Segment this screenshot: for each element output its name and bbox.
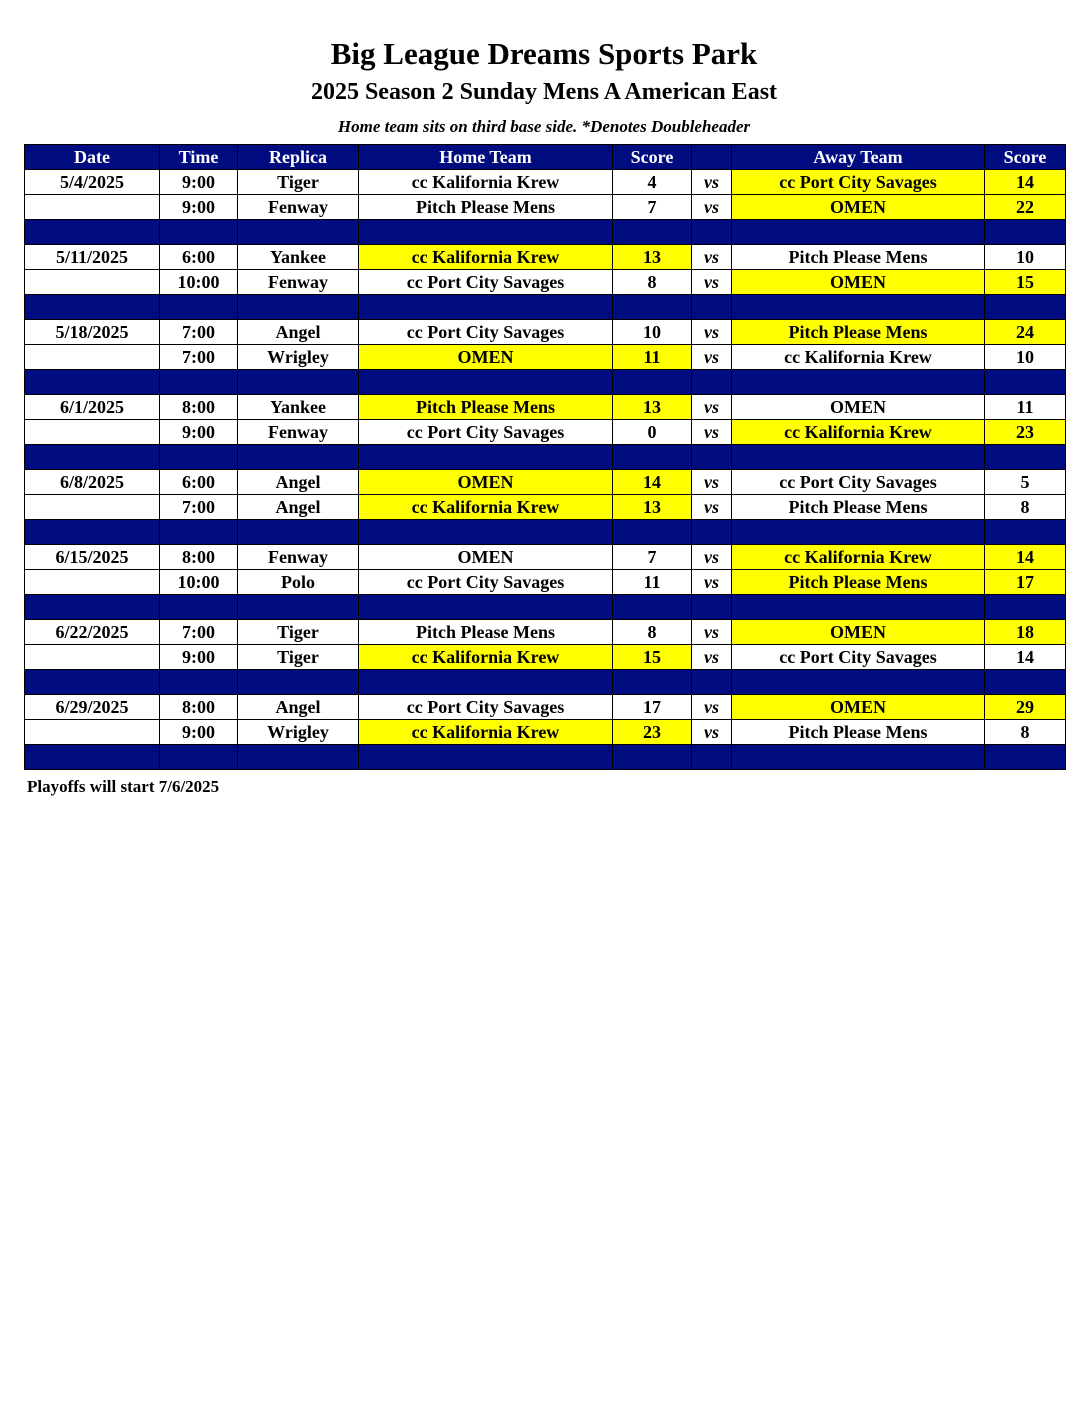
separator-cell	[613, 520, 692, 545]
separator-cell	[238, 370, 359, 395]
separator-cell	[238, 745, 359, 770]
game-time: 7:00	[160, 345, 238, 370]
column-header-time: Time	[160, 145, 238, 170]
away-score: 22	[985, 195, 1066, 220]
separator-cell	[692, 295, 732, 320]
game-field: Tiger	[238, 620, 359, 645]
vs-label: vs	[692, 345, 732, 370]
separator-cell	[692, 520, 732, 545]
game-time: 9:00	[160, 645, 238, 670]
home-team: cc Kalifornia Krew	[359, 170, 613, 195]
game-row	[25, 245, 1066, 270]
separator-cell	[732, 670, 985, 695]
game-time: 10:00	[160, 270, 238, 295]
away-score: 8	[985, 495, 1066, 520]
game-date	[25, 270, 160, 295]
game-time: 7:00	[160, 320, 238, 345]
game-row	[25, 495, 1066, 520]
home-score: 8	[613, 620, 692, 645]
game-row	[25, 720, 1066, 745]
away-score: 29	[985, 695, 1066, 720]
away-score: 24	[985, 320, 1066, 345]
separator-cell	[359, 670, 613, 695]
away-score: 17	[985, 570, 1066, 595]
vs-label: vs	[692, 170, 732, 195]
game-field: Wrigley	[238, 720, 359, 745]
column-header-away-team: Away Team	[732, 145, 985, 170]
away-score: 14	[985, 170, 1066, 195]
home-score: 14	[613, 470, 692, 495]
home-team: cc Port City Savages	[359, 570, 613, 595]
game-time: 10:00	[160, 570, 238, 595]
separator-cell	[613, 295, 692, 320]
away-team: Pitch Please Mens	[732, 495, 985, 520]
away-score: 14	[985, 645, 1066, 670]
separator-cell	[25, 445, 160, 470]
schedule-body	[25, 170, 1066, 770]
separator-cell	[238, 595, 359, 620]
vs-label: vs	[692, 570, 732, 595]
game-row	[25, 545, 1066, 570]
game-date	[25, 720, 160, 745]
game-row	[25, 170, 1066, 195]
home-team: cc Kalifornia Krew	[359, 720, 613, 745]
home-team: cc Port City Savages	[359, 270, 613, 295]
game-time: 8:00	[160, 695, 238, 720]
game-field: Angel	[238, 695, 359, 720]
game-date: 6/1/2025	[25, 395, 160, 420]
separator-cell	[160, 370, 238, 395]
away-score: 8	[985, 720, 1066, 745]
home-team: cc Port City Savages	[359, 420, 613, 445]
game-date	[25, 345, 160, 370]
separator-cell	[732, 445, 985, 470]
schedule-table	[24, 144, 1066, 770]
week-separator-row	[25, 520, 1066, 545]
home-score: 0	[613, 420, 692, 445]
home-score: 7	[613, 195, 692, 220]
game-row	[25, 270, 1066, 295]
home-team: Pitch Please Mens	[359, 195, 613, 220]
separator-cell	[985, 220, 1066, 245]
game-row	[25, 320, 1066, 345]
table-header-row	[25, 145, 1066, 170]
separator-cell	[985, 445, 1066, 470]
separator-cell	[160, 220, 238, 245]
week-separator-row	[25, 595, 1066, 620]
separator-cell	[160, 595, 238, 620]
away-score: 5	[985, 470, 1066, 495]
home-team: Pitch Please Mens	[359, 395, 613, 420]
game-time: 9:00	[160, 420, 238, 445]
separator-cell	[732, 745, 985, 770]
separator-cell	[25, 370, 160, 395]
game-date: 5/11/2025	[25, 245, 160, 270]
away-team: OMEN	[732, 195, 985, 220]
separator-cell	[692, 670, 732, 695]
game-row	[25, 470, 1066, 495]
home-score: 4	[613, 170, 692, 195]
separator-cell	[238, 295, 359, 320]
game-field: Yankee	[238, 245, 359, 270]
separator-cell	[359, 295, 613, 320]
vs-label: vs	[692, 545, 732, 570]
separator-cell	[692, 370, 732, 395]
vs-label: vs	[692, 320, 732, 345]
separator-cell	[613, 445, 692, 470]
away-score: 11	[985, 395, 1066, 420]
home-score: 13	[613, 495, 692, 520]
game-date	[25, 420, 160, 445]
game-date: 6/22/2025	[25, 620, 160, 645]
away-score: 15	[985, 270, 1066, 295]
separator-cell	[985, 595, 1066, 620]
game-field: Yankee	[238, 395, 359, 420]
game-row	[25, 345, 1066, 370]
week-separator-row	[25, 220, 1066, 245]
game-time: 7:00	[160, 495, 238, 520]
separator-cell	[985, 370, 1066, 395]
away-score: 10	[985, 345, 1066, 370]
column-header-home-team: Home Team	[359, 145, 613, 170]
home-score: 11	[613, 345, 692, 370]
home-score: 13	[613, 245, 692, 270]
week-separator-row	[25, 670, 1066, 695]
away-team: Pitch Please Mens	[732, 570, 985, 595]
game-time: 6:00	[160, 245, 238, 270]
separator-cell	[985, 295, 1066, 320]
separator-cell	[359, 220, 613, 245]
separator-cell	[238, 220, 359, 245]
game-time: 9:00	[160, 720, 238, 745]
game-time: 8:00	[160, 545, 238, 570]
game-date: 6/8/2025	[25, 470, 160, 495]
away-team: Pitch Please Mens	[732, 245, 985, 270]
away-team: cc Kalifornia Krew	[732, 545, 985, 570]
home-score: 13	[613, 395, 692, 420]
game-row	[25, 645, 1066, 670]
separator-cell	[25, 595, 160, 620]
separator-cell	[160, 670, 238, 695]
week-separator-row	[25, 445, 1066, 470]
home-score: 15	[613, 645, 692, 670]
home-score: 10	[613, 320, 692, 345]
separator-cell	[732, 520, 985, 545]
vs-label: vs	[692, 195, 732, 220]
week-separator-row	[25, 370, 1066, 395]
vs-label: vs	[692, 420, 732, 445]
game-date: 5/18/2025	[25, 320, 160, 345]
separator-cell	[613, 370, 692, 395]
week-separator-row	[25, 295, 1066, 320]
game-field: Angel	[238, 495, 359, 520]
page-title: Big League Dreams Sports Park	[330, 36, 758, 71]
vs-label: vs	[692, 495, 732, 520]
game-field: Polo	[238, 570, 359, 595]
separator-cell	[25, 220, 160, 245]
game-field: Wrigley	[238, 345, 359, 370]
vs-label: vs	[692, 720, 732, 745]
away-team: cc Port City Savages	[732, 470, 985, 495]
game-time: 9:00	[160, 195, 238, 220]
home-score: 8	[613, 270, 692, 295]
separator-cell	[359, 595, 613, 620]
home-team: OMEN	[359, 345, 613, 370]
column-header-replica: Replica	[238, 145, 359, 170]
game-field: Angel	[238, 470, 359, 495]
game-field: Tiger	[238, 645, 359, 670]
home-team: OMEN	[359, 470, 613, 495]
away-score: 14	[985, 545, 1066, 570]
away-score: 23	[985, 420, 1066, 445]
separator-cell	[359, 370, 613, 395]
home-team: cc Kalifornia Krew	[359, 645, 613, 670]
separator-cell	[160, 295, 238, 320]
away-team: cc Port City Savages	[732, 645, 985, 670]
home-score: 7	[613, 545, 692, 570]
away-team: cc Port City Savages	[732, 170, 985, 195]
game-date	[25, 570, 160, 595]
home-score: 11	[613, 570, 692, 595]
away-score: 18	[985, 620, 1066, 645]
separator-cell	[985, 745, 1066, 770]
vs-label: vs	[692, 270, 732, 295]
away-team: Pitch Please Mens	[732, 320, 985, 345]
home-team: OMEN	[359, 545, 613, 570]
separator-cell	[238, 445, 359, 470]
column-header-home-score: Score	[613, 145, 692, 170]
playoffs-note: Playoffs will start 7/6/2025	[27, 777, 220, 796]
game-time: 7:00	[160, 620, 238, 645]
separator-cell	[985, 670, 1066, 695]
game-row	[25, 420, 1066, 445]
column-header-date: Date	[25, 145, 160, 170]
game-field: Fenway	[238, 545, 359, 570]
page-subtitle: 2025 Season 2 Sunday Mens A American East	[310, 79, 778, 105]
week-separator-row	[25, 745, 1066, 770]
game-time: 9:00	[160, 170, 238, 195]
separator-cell	[160, 445, 238, 470]
game-row	[25, 695, 1066, 720]
vs-label: vs	[692, 645, 732, 670]
separator-cell	[692, 220, 732, 245]
separator-cell	[25, 520, 160, 545]
separator-cell	[613, 220, 692, 245]
separator-cell	[359, 745, 613, 770]
separator-cell	[732, 370, 985, 395]
game-field: Tiger	[238, 170, 359, 195]
away-team: OMEN	[732, 620, 985, 645]
home-team: cc Kalifornia Krew	[359, 495, 613, 520]
game-row	[25, 620, 1066, 645]
vs-label: vs	[692, 245, 732, 270]
game-field: Angel	[238, 320, 359, 345]
home-team: Pitch Please Mens	[359, 620, 613, 645]
column-header-away-score: Score	[985, 145, 1066, 170]
game-date	[25, 195, 160, 220]
separator-cell	[25, 745, 160, 770]
home-team: cc Port City Savages	[359, 320, 613, 345]
home-score: 17	[613, 695, 692, 720]
game-field: Fenway	[238, 420, 359, 445]
separator-cell	[732, 295, 985, 320]
away-team: Pitch Please Mens	[732, 720, 985, 745]
separator-cell	[359, 520, 613, 545]
vs-label: vs	[692, 395, 732, 420]
game-field: Fenway	[238, 195, 359, 220]
away-team: cc Kalifornia Krew	[732, 345, 985, 370]
game-row	[25, 195, 1066, 220]
separator-cell	[692, 595, 732, 620]
away-team: OMEN	[732, 695, 985, 720]
separator-cell	[613, 745, 692, 770]
column-header-vs	[692, 145, 732, 170]
separator-cell	[160, 520, 238, 545]
separator-cell	[359, 445, 613, 470]
game-row	[25, 570, 1066, 595]
separator-cell	[985, 520, 1066, 545]
game-date: 6/15/2025	[25, 545, 160, 570]
away-team: cc Kalifornia Krew	[732, 420, 985, 445]
game-field: Fenway	[238, 270, 359, 295]
separator-cell	[692, 745, 732, 770]
game-date	[25, 645, 160, 670]
schedule-note: Home team sits on third base side. *Denotes Doubleheader	[337, 117, 751, 136]
vs-label: vs	[692, 470, 732, 495]
home-team: cc Port City Savages	[359, 695, 613, 720]
away-team: OMEN	[732, 395, 985, 420]
game-time: 6:00	[160, 470, 238, 495]
separator-cell	[732, 220, 985, 245]
game-date: 5/4/2025	[25, 170, 160, 195]
game-time: 8:00	[160, 395, 238, 420]
separator-cell	[238, 670, 359, 695]
separator-cell	[25, 295, 160, 320]
separator-cell	[238, 520, 359, 545]
game-row	[25, 395, 1066, 420]
home-score: 23	[613, 720, 692, 745]
separator-cell	[732, 595, 985, 620]
separator-cell	[160, 745, 238, 770]
away-score: 10	[985, 245, 1066, 270]
game-date	[25, 495, 160, 520]
vs-label: vs	[692, 695, 732, 720]
separator-cell	[692, 445, 732, 470]
game-date: 6/29/2025	[25, 695, 160, 720]
separator-cell	[613, 595, 692, 620]
separator-cell	[613, 670, 692, 695]
away-team: OMEN	[732, 270, 985, 295]
home-team: cc Kalifornia Krew	[359, 245, 613, 270]
vs-label: vs	[692, 620, 732, 645]
separator-cell	[25, 670, 160, 695]
